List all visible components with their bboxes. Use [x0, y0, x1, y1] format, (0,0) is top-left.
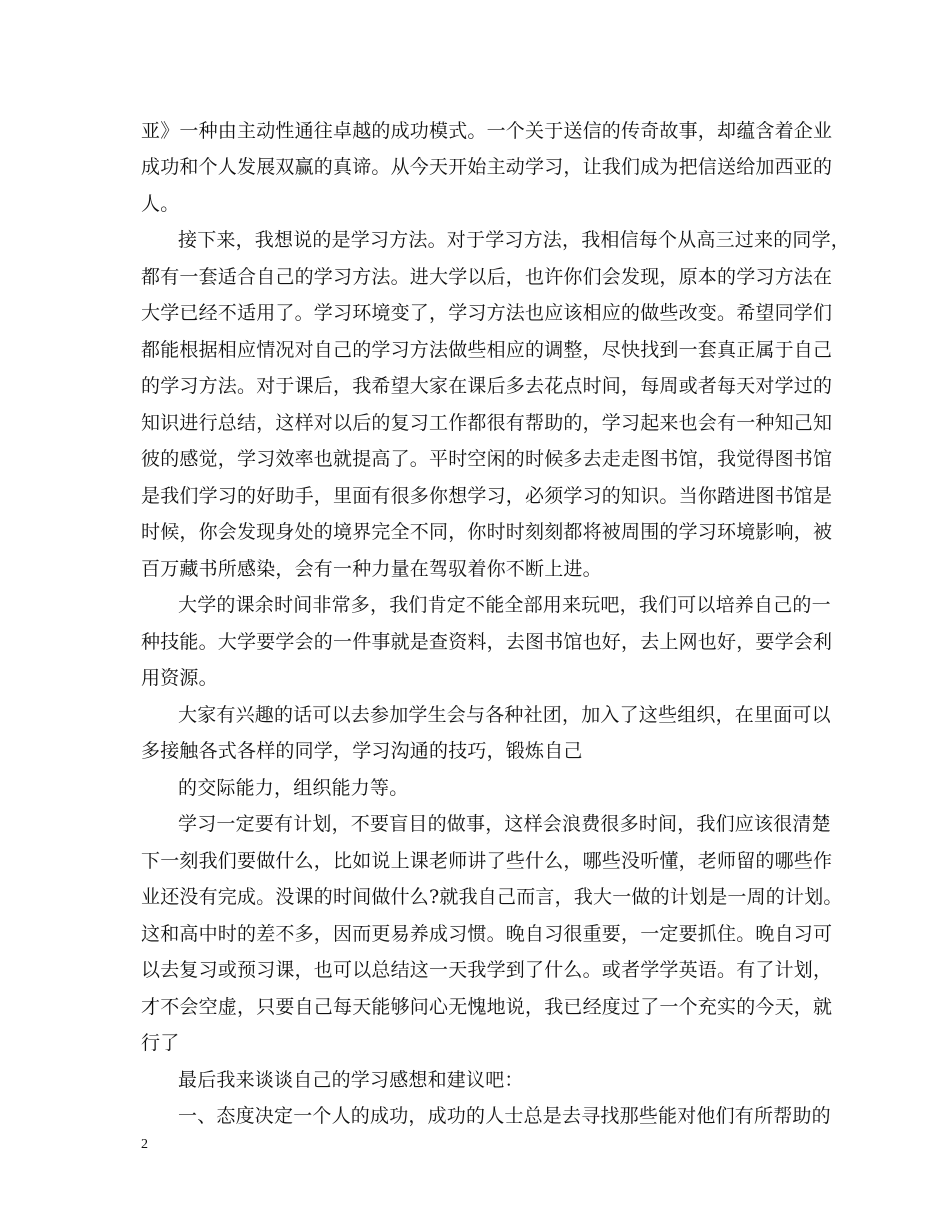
paragraph-first-line: 接下来，我想说的是学习方法。对于学习方法，我相信每个从高三过来的同学， [178, 229, 851, 251]
text-line: 种技能。大学要学会的一件事就是查资料，去图书馆也好，去上网也好，要学会利 [141, 631, 833, 653]
text-line: 大学已经不适用了。学习环境变了，学习方法也应该相应的做些改变。希望同学们 [141, 302, 833, 324]
paragraph-first-line: 学习一定要有计划，不要盲目的做事，这样会浪费很多时间，我们应该很清楚 [178, 813, 831, 835]
text-line: 人。 [141, 193, 180, 215]
text-line: 亚》一种由主动性通往卓越的成功模式。一个关于送信的传奇故事，却蕴含着企业 [141, 120, 833, 142]
text-line: 都有一套适合自己的学习方法。进大学以后，也许你们会发现，原本的学习方法在 [141, 266, 833, 288]
text-line: 是我们学习的好助手，里面有很多你想学习，必须学习的知识。当你踏进图书馆是 [141, 485, 833, 507]
text-line: 时候，你会发现身处的境界完全不同，你时时刻刻都将被周围的学习环境影响，被 [141, 521, 833, 543]
text-line: 的学习方法。对于课后，我希望大家在课后多去花点时间，每周或者每天对学过的 [141, 375, 833, 397]
text-line: 多接触各式各样的同学，学习沟通的技巧，锻炼自己 [141, 740, 583, 762]
paragraph-first-line: 最后我来谈谈自己的学习感想和建议吧： [178, 1069, 524, 1091]
text-line: 百万藏书所感染，会有一种力量在驾驭着你不断上进。 [141, 558, 602, 580]
text-line: 行了 [141, 1032, 180, 1054]
paragraph-first-line: 大学的课余时间非常多，我们肯定不能全部用来玩吧，我们可以培养自己的一 [178, 594, 831, 616]
text-line: 下一刻我们要做什么，比如说上课老师讲了些什么，哪些没听懂，老师留的哪些作 [141, 850, 833, 872]
text-line: 都能根据相应情况对自己的学习方法做些相应的调整，尽快找到一套真正属于自己 [141, 339, 833, 361]
text-line: 业还没有完成。没课的时间做什么?就我自己而言，我大一做的计划是一周的计划。 [141, 886, 843, 908]
text-line: 知识进行总结，这样对以后的复习工作都很有帮助的，学习起来也会有一种知己知 [141, 412, 833, 434]
text-line: 彼的感觉，学习效率也就提高了。平时空闲的时候多去走走图书馆，我觉得图书馆 [141, 448, 833, 470]
text-line: 以去复习或预习课，也可以总结这一天我学到了什么。或者学学英语。有了计划， [141, 959, 833, 981]
paragraph-first-line: 大家有兴趣的话可以去参加学生会与各种社团，加入了这些组织，在里面可以 [178, 704, 831, 726]
text-line: 成功和个人发展双赢的真谛。从今天开始主动学习，让我们成为把信送给加西亚的 [141, 156, 833, 178]
text-line: 的交际能力，组织能力等。 [178, 777, 409, 799]
paragraph-first-line: 一、态度决定一个人的成功，成功的人士总是去寻找那些能对他们有所帮助的 [178, 1105, 831, 1127]
page-number: 2 [141, 1137, 148, 1152]
text-line: 这和高中时的差不多，因而更易养成习惯。晚自习很重要，一定要抓住。晚自习可 [141, 923, 833, 945]
text-line: 用资源。 [141, 667, 218, 689]
text-line: 才不会空虚，只要自己每天能够问心无愧地说，我已经度过了一个充实的今天，就 [141, 996, 833, 1018]
